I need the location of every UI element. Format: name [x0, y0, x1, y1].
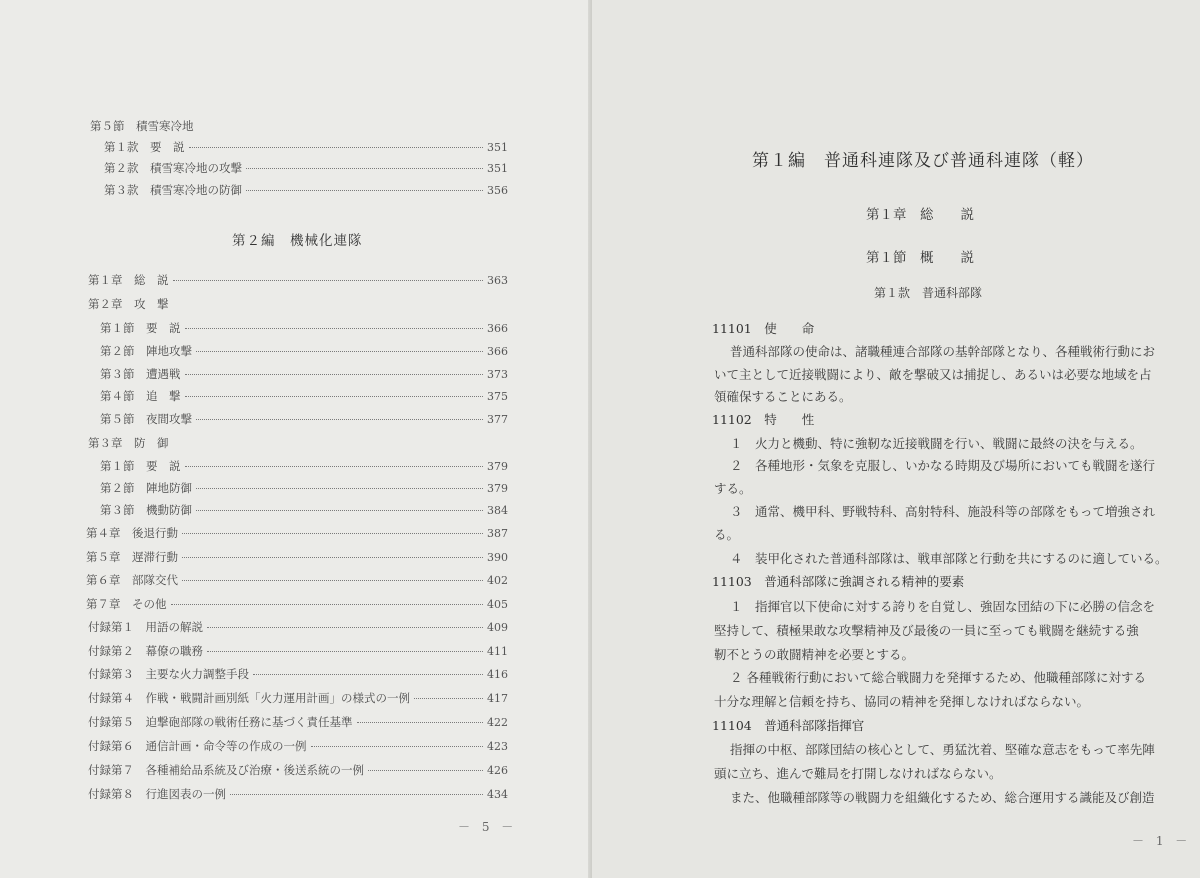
toc-entry-page: 417 — [487, 692, 508, 705]
toc-entry-page: 422 — [487, 716, 508, 729]
toc-entry — [86, 549, 508, 565]
toc-entry — [88, 690, 508, 706]
toc-entry-page: 411 — [487, 645, 508, 658]
body-line: 普通科部隊の使命は、諸職種連合部隊の基幹部隊となり、各種戦術行動にお — [730, 344, 1156, 359]
body-line: ４ 装甲化された普通科部隊は、戦車部隊と行動を共にするのに適している。 — [730, 551, 1168, 566]
toc-entry — [88, 272, 508, 288]
toc-leader-dots — [246, 190, 483, 191]
article-number-heading: 11101 使 命 — [712, 321, 815, 336]
toc-entry — [100, 366, 508, 382]
toc-leader-dots — [207, 651, 483, 652]
toc-entry-page: 366 — [487, 345, 508, 358]
toc-entry-page: 363 — [487, 274, 508, 287]
toc-entry — [88, 738, 508, 754]
toc-entry-label: 付録第３ 主要な火力調整手段 — [88, 667, 249, 681]
toc-leader-dots — [368, 770, 483, 771]
toc-group-heading: 第２章 攻 撃 — [88, 297, 169, 311]
toc-entry-page: 377 — [487, 413, 508, 426]
toc-entry-page: 387 — [487, 527, 508, 540]
article-number-heading: 11103 普通科部隊に強調される精神的要素 — [712, 574, 965, 589]
section-heading: 第１節 概 説 — [866, 250, 974, 266]
toc-entry — [100, 343, 508, 359]
part-heading: 第１編 普通科連隊及び普通科連隊（軽） — [752, 151, 1094, 171]
toc-entry-label: 付録第８ 行進図表の一例 — [88, 787, 226, 801]
left-page-number: － 5 － — [458, 820, 518, 834]
toc-leader-dots — [185, 328, 484, 329]
toc-entry-page: 390 — [487, 551, 508, 564]
toc-leader-dots — [196, 351, 483, 352]
toc-entry-page: 366 — [487, 322, 508, 335]
toc-entry-page: 379 — [487, 460, 508, 473]
toc-leader-dots — [185, 374, 484, 375]
left-page — [0, 0, 592, 878]
toc-entry-label: 付録第６ 通信計画・命令等の作成の一例 — [88, 739, 307, 753]
toc-entry — [100, 480, 508, 496]
toc-entry-page: 375 — [487, 390, 508, 403]
toc-leader-dots — [196, 419, 483, 420]
toc-entry-label: 付録第２ 幕僚の職務 — [88, 644, 203, 658]
body-line: する。 — [714, 481, 752, 496]
toc-entry-label: 付録第４ 作戦・戦闘計画別紙「火力運用計画」の様式の一例 — [88, 691, 410, 705]
part-title: 第２編 機械化連隊 — [232, 233, 363, 249]
toc-entry — [88, 714, 508, 730]
toc-entry-page: 434 — [487, 788, 508, 801]
body-line: ３ 通常、機甲科、野戦特科、高射特科、施設科等の部隊をもって増強され — [730, 504, 1156, 519]
toc-entry-label: 第５節 夜間攻撃 — [100, 412, 192, 426]
toc-entry-label: 第４節 追 撃 — [100, 389, 181, 403]
body-line: 靭不とうの敢闘精神を必要とする。 — [714, 647, 915, 662]
toc-leader-dots — [207, 627, 483, 628]
toc-entry — [88, 786, 508, 802]
toc-entry-page: 409 — [487, 621, 508, 634]
toc-entry — [100, 388, 508, 404]
toc-entry-label: 付録第１ 用語の解説 — [88, 620, 203, 634]
toc-entry-page: 405 — [487, 598, 508, 611]
body-line: 頭に立ち、進んで難局を打開しなければならない。 — [714, 766, 1002, 781]
toc-entry-label: 第１章 総 説 — [88, 273, 169, 287]
toc-leader-dots — [230, 794, 483, 795]
toc-entry — [104, 160, 508, 176]
toc-entry-label: 第２節 陣地攻撃 — [100, 344, 192, 358]
body-line: いて主として近接戦闘により、敵を撃破又は捕捉し、あるいは必要な地域を占 — [714, 367, 1152, 382]
body-line: 領確保することにある。 — [714, 389, 852, 404]
toc-entry-label: 付録第５ 迫撃砲部隊の戦術任務に基づく責任基準 — [88, 715, 353, 729]
toc-entry — [86, 572, 508, 588]
toc-leader-dots — [357, 722, 484, 723]
toc-entry-page: 356 — [487, 184, 508, 197]
right-page — [592, 0, 1200, 878]
toc-entry-label: 第５章 遅滞行動 — [86, 550, 178, 564]
toc-entry-page: 351 — [487, 141, 508, 154]
body-line: る。 — [714, 527, 740, 542]
chapter-heading: 第１章 総 説 — [866, 207, 974, 223]
toc-leader-dots — [311, 746, 484, 747]
toc-leader-dots — [182, 580, 483, 581]
toc-entry-label: 第７章 その他 — [86, 597, 167, 611]
toc-entry-label: 第１節 要 説 — [100, 321, 181, 335]
toc-entry — [100, 320, 508, 336]
toc-entry-page: 379 — [487, 482, 508, 495]
toc-leader-dots — [253, 674, 483, 675]
toc-entry — [100, 411, 508, 427]
toc-entry-label: 第２款 積雪寒冷地の攻撃 — [104, 161, 242, 175]
toc-entry — [104, 182, 508, 198]
article-number-heading: 11102 特 性 — [712, 412, 815, 427]
body-line: ２ 各種地形・気象を克服し、いかなる時期及び場所においても戦闘を遂行 — [730, 458, 1156, 473]
toc-entry-page: 373 — [487, 368, 508, 381]
article-number-heading: 11104 普通科部隊指揮官 — [712, 718, 865, 733]
toc-entry — [104, 139, 508, 155]
toc-entry-page: 351 — [487, 162, 508, 175]
toc-entry-label: 第３節 遭遇戦 — [100, 367, 181, 381]
toc-entry — [88, 619, 508, 635]
body-line: また、他職種部隊等の戦闘力を組織化するため、総合運用する識能及び創造 — [730, 790, 1155, 805]
toc-entry — [86, 525, 508, 541]
toc-entry-label: 第３款 積雪寒冷地の防御 — [104, 183, 242, 197]
toc-entry — [86, 596, 508, 612]
toc-leader-dots — [196, 510, 483, 511]
toc-leader-dots — [182, 533, 483, 534]
toc-leader-dots — [246, 168, 483, 169]
toc-entry-page: 426 — [487, 764, 508, 777]
toc-entry-label: 第１款 要 説 — [104, 140, 185, 154]
body-line: １ 指揮官以下使命に対する誇りを自覚し、強固な団結の下に必勝の信念を — [730, 599, 1156, 614]
toc-leader-dots — [182, 557, 483, 558]
toc-entry-label: 付録第７ 各種補給品系統及び治療・後送系統の一例 — [88, 763, 364, 777]
body-line: 堅持して、積極果敢な攻撃精神及び最後の一員に至っても戦闘を継続する強 — [714, 623, 1139, 638]
toc-entry-label: 第３節 機動防御 — [100, 503, 192, 517]
toc-entry — [88, 643, 508, 659]
toc-entry-label: 第２節 陣地防御 — [100, 481, 192, 495]
toc-entry-label: 第６章 部隊交代 — [86, 573, 178, 587]
toc-entry-page: 402 — [487, 574, 508, 587]
article-heading: 第１款 普通科部隊 — [874, 286, 983, 300]
body-line: 指揮の中枢、部隊団結の核心として、勇猛沈着、堅確な意志をもって率先陣 — [730, 742, 1155, 757]
toc-entry — [100, 458, 508, 474]
body-line: １ 火力と機動、特に強靭な近接戦闘を行い、戦闘に最終の決を与える。 — [730, 436, 1143, 451]
toc-leader-dots — [171, 604, 484, 605]
toc-leader-dots — [414, 698, 483, 699]
toc-entry-page: 423 — [487, 740, 508, 753]
toc-entry — [88, 762, 508, 778]
toc-entry — [88, 666, 508, 682]
body-line: 十分な理解と信頼を持ち、協同の精神を発揮しなければならない。 — [714, 694, 1090, 709]
toc-group-heading: 第３章 防 御 — [88, 436, 169, 450]
toc-entry-label: 第１節 要 説 — [100, 459, 181, 473]
toc-entry-page: 416 — [487, 668, 508, 681]
toc-entry-label: 第４章 後退行動 — [86, 526, 178, 540]
toc-leader-dots — [185, 466, 484, 467]
toc-entry-page: 384 — [487, 504, 508, 517]
toc-leader-dots — [189, 147, 484, 148]
body-line: ２ 各種戦術行動において総合戦闘力を発揮するため、他職種部隊に対する — [730, 670, 1146, 685]
toc-leader-dots — [196, 488, 483, 489]
toc-leader-dots — [173, 280, 484, 281]
right-page-number: － 1 － — [1132, 834, 1192, 848]
toc-group-heading: 第５節 積雪寒冷地 — [90, 119, 194, 133]
toc-entry — [100, 502, 508, 518]
toc-leader-dots — [185, 396, 484, 397]
